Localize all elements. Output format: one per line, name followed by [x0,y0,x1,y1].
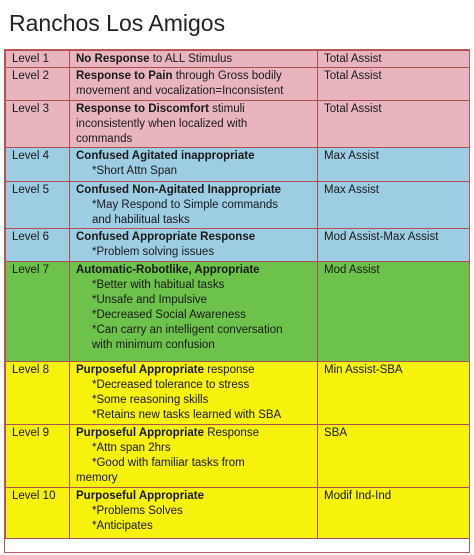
description-line: *Problem solving issues [92,246,215,258]
description-heading-rest: Response [204,427,259,439]
description-cell [70,101,318,148]
level-row [6,68,471,101]
description-line: inconsistently when localized with [76,118,248,130]
assist-cell: Mod Assist [318,262,471,362]
level-cell: Level 5 [6,182,70,229]
assist-cell: Max Assist [318,182,471,229]
description-cell [70,425,318,488]
description-heading [76,52,313,67]
level-row [6,229,471,262]
description-cell [70,68,318,101]
description-cell [70,51,318,68]
description-line: *Some reasoning skills [92,394,209,406]
assist-cell: Modif Ind-Ind [318,488,471,539]
description-cell [70,148,318,182]
description-cell [70,262,318,362]
description-heading-rest: to ALL Stimulus [149,53,233,65]
description-heading [76,149,313,164]
description-heading-bold: Automatic-Robotlike, Appropriate [76,264,260,276]
description-heading-bold: Confused Agitated inappropriate [76,150,255,162]
description-heading-rest: through Gross bodily [172,70,282,82]
level-cell: Level 6 [6,229,70,262]
description-line: *Decreased tolerance to stress [92,379,250,391]
level-row [6,425,471,488]
ranchos-table-container [4,49,470,553]
assist-cell: Total Assist [318,51,471,68]
page-title: Ranchos Los Amigos [9,10,226,36]
description-line: *Can carry an intelligent conversation [92,324,283,336]
description-cell [70,362,318,425]
description-heading [76,489,313,504]
level-row [6,51,471,68]
assist-cell: Mod Assist-Max Assist [318,229,471,262]
level-cell: Level 1 [6,51,70,68]
description-heading [76,69,313,84]
description-heading [76,230,313,245]
level-cell: Level 2 [6,68,70,101]
description-heading-bold: Confused Non-Agitated Inappropriate [76,184,282,196]
assist-cell: Total Assist [318,68,471,101]
description-cell [70,182,318,229]
level-row [6,488,471,539]
level-row [6,362,471,425]
description-cell [70,229,318,262]
description-heading-bold: No Response [76,53,150,65]
assist-cell: Total Assist [318,101,471,148]
description-heading [76,363,313,378]
level-row [6,101,471,148]
description-line: *Good with familiar tasks from [92,457,245,469]
description-heading-bold: Response to Discomfort [76,103,209,115]
description-line: *May Respond to Simple commands [92,199,278,211]
description-line: *Problems Solves [92,505,183,517]
level-cell: Level 10 [6,488,70,539]
level-row [6,148,471,182]
level-cell: Level 8 [6,362,70,425]
level-row [6,182,471,229]
description-heading [76,102,313,117]
description-line: commands [76,133,133,145]
description-heading [76,183,313,198]
description-line: with minimum confusion [92,339,215,351]
description-heading-bold: Confused Appropriate Response [76,231,256,243]
level-cell: Level 3 [6,101,70,148]
description-line: *Attn span 2hrs [92,442,171,454]
level-cell: Level 4 [6,148,70,182]
description-line: *Retains new tasks learned with SBA [92,409,282,421]
description-heading-rest: response [204,364,255,376]
description-line: *Better with habitual tasks [92,279,225,291]
description-line: and habilitual tasks [92,214,190,226]
description-line: *Short Attn Span [92,165,178,177]
level-cell: Level 9 [6,425,70,488]
description-heading-bold: Response to Pain [76,70,173,82]
description-heading-bold: Purposeful Appropriate [76,490,204,502]
assist-cell: SBA [318,425,471,488]
description-line: memory [76,472,118,484]
ranchos-table [5,50,470,539]
description-line: *Unsafe and Impulsive [92,294,208,306]
description-heading [76,263,313,278]
description-heading [76,426,313,441]
description-heading-bold: Purposeful Appropriate [76,364,204,376]
level-cell: Level 7 [6,262,70,362]
assist-cell: Min Assist-SBA [318,362,471,425]
level-row [6,262,471,362]
description-cell [70,488,318,539]
description-heading-bold: Purposeful Appropriate [76,427,204,439]
description-line: *Decreased Social Awareness [92,309,246,321]
description-line: *Anticipates [92,520,153,532]
table-body [6,51,471,539]
description-line: movement and vocalization=Inconsistent [76,85,284,97]
assist-cell: Max Assist [318,148,471,182]
description-heading-rest: stimuli [208,103,245,115]
